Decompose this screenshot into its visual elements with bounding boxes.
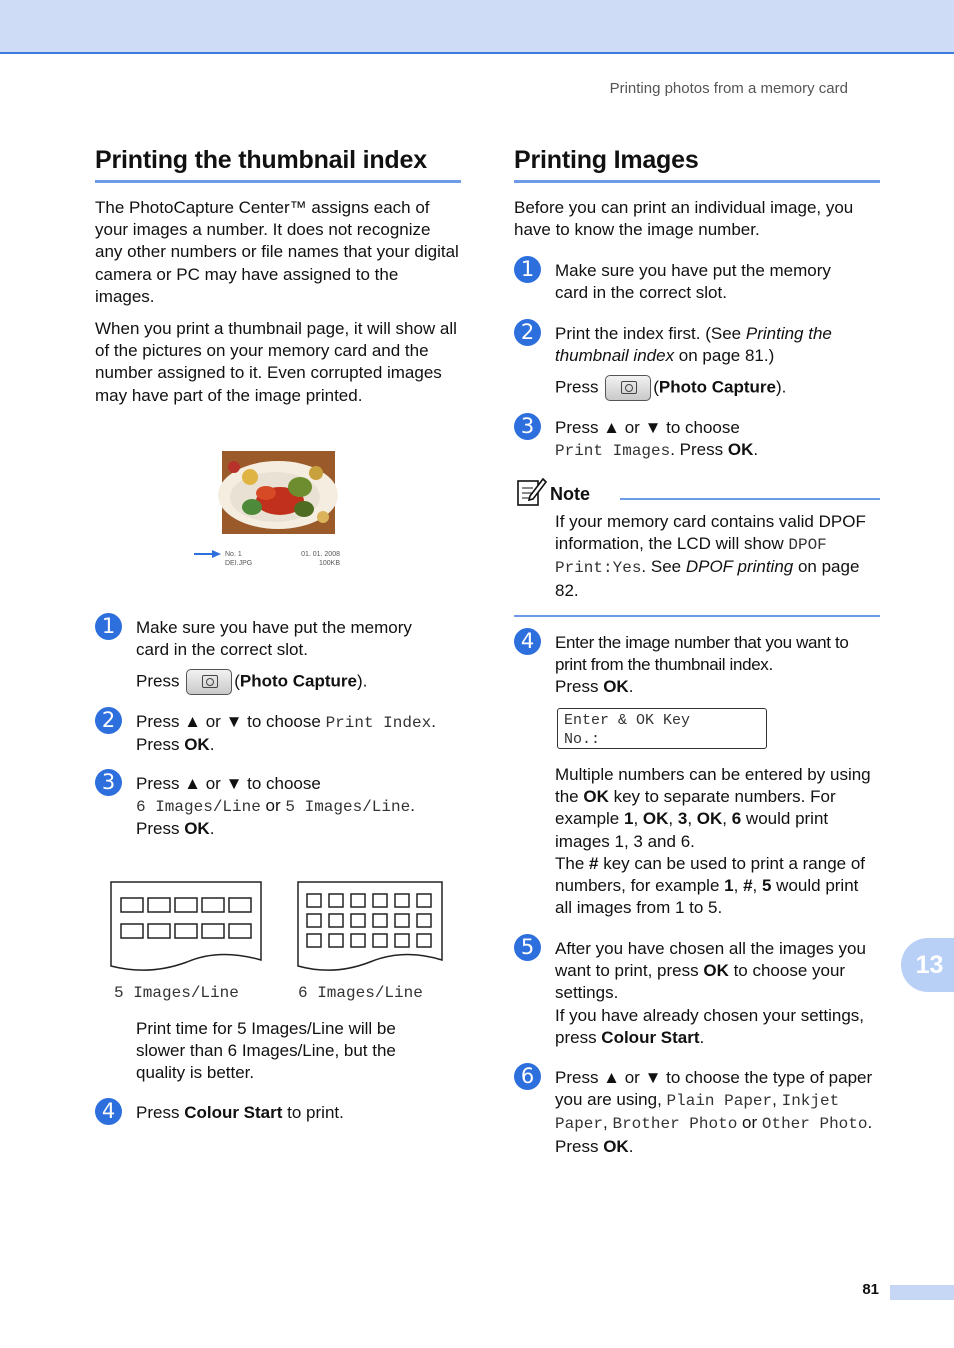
title-rule bbox=[514, 180, 880, 183]
step-number-6: 6 bbox=[514, 1063, 541, 1090]
lcd-display bbox=[557, 708, 767, 749]
thumb-date: 01. 01. 2008 bbox=[301, 551, 340, 558]
step-number-4: 4 bbox=[95, 1098, 122, 1125]
step-number-1: 1 bbox=[514, 256, 541, 283]
note-box bbox=[514, 476, 880, 618]
note-pencil-icon bbox=[516, 476, 548, 508]
six-per-line-layout-icon bbox=[296, 880, 446, 976]
section-title-thumbnail: Printing the thumbnail index bbox=[95, 146, 427, 174]
page-number-bar bbox=[890, 1285, 954, 1300]
lcd-line-1: Enter & OK Key bbox=[564, 712, 691, 729]
running-header: Printing photos from a memory card bbox=[609, 80, 848, 97]
camera-icon bbox=[621, 381, 637, 394]
note-top-rule bbox=[620, 498, 880, 500]
top-banner bbox=[0, 0, 954, 54]
lcd-line-2: No.: bbox=[564, 731, 601, 748]
arrow-right-icon bbox=[194, 549, 222, 559]
print-time-note: Print time for 5 Images/Line will be slower than 6 Images/Line, but the quality is better. bbox=[136, 1019, 396, 1083]
step-number-2: 2 bbox=[95, 707, 122, 734]
thumb-size: 100KB bbox=[318, 560, 340, 567]
thumb-filename: DEI.JPG bbox=[225, 560, 253, 567]
camera-icon bbox=[202, 675, 218, 688]
intro-paragraph-2: When you print a thumbnail page, it will show all of the pictures on your memory card and the number assigned to it. Even corrupted images may have part of the image printed. bbox=[95, 319, 457, 405]
step-number-5: 5 bbox=[514, 934, 541, 961]
right-intro: Before you can print an individual image, you have to know the image number. bbox=[514, 198, 854, 240]
title-rule bbox=[95, 180, 461, 183]
multiple-numbers-text: Multiple numbers can be entered by using the OK key to separate numbers. For example 1, OK, 3, OK, 6 would print images 1, 3 and 6. The # key can be used to print a range of numbers, for example 1, #, 5 would print all images from 1 to 5. bbox=[555, 765, 871, 918]
photo-capture-button[interactable] bbox=[605, 375, 651, 401]
photo-capture-button[interactable] bbox=[186, 669, 232, 695]
intro-paragraph-1: The PhotoCapture Center™ assigns each of your images a number. It does not recognize any other numbers or file names that your digital camera or PC may have assigned to the images. bbox=[95, 198, 459, 306]
page-number: 81 bbox=[862, 1281, 879, 1298]
caption-6-images: 6 Images/Line bbox=[298, 984, 423, 1002]
step-number-3: 3 bbox=[514, 413, 541, 440]
step-number-3: 3 bbox=[95, 769, 122, 796]
five-per-line-layout-icon bbox=[109, 880, 265, 976]
note-text: If your memory card contains valid DPOF information, the LCD will show DPOF Print:Yes. See DPOF printing on page 82. bbox=[555, 512, 866, 600]
step-number-2: 2 bbox=[514, 319, 541, 346]
note-bottom-rule bbox=[514, 615, 880, 617]
step-number-1: 1 bbox=[95, 613, 122, 640]
note-label: Note bbox=[550, 484, 590, 504]
thumbnail-illustration bbox=[200, 447, 340, 572]
chapter-tab: 13 bbox=[901, 938, 954, 992]
thumb-number: No. 1 bbox=[225, 551, 242, 558]
section-title-printing-images: Printing Images bbox=[514, 146, 699, 174]
caption-5-images: 5 Images/Line bbox=[114, 984, 239, 1002]
step-number-4: 4 bbox=[514, 628, 541, 655]
